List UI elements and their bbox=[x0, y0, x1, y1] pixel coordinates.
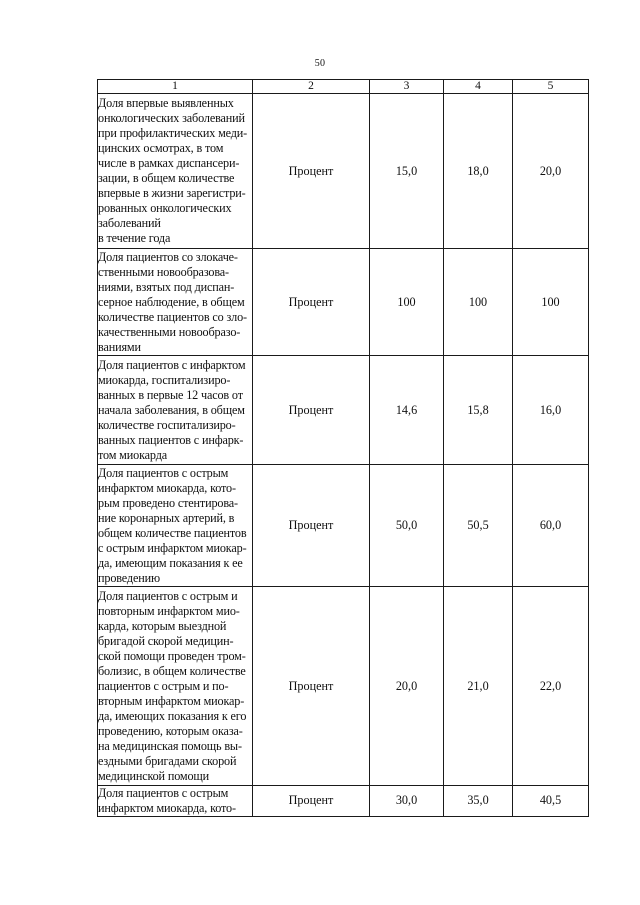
value-col-4: 100 bbox=[444, 249, 513, 356]
unit-cell: Процент bbox=[253, 587, 370, 786]
value-col-5: 22,0 bbox=[513, 587, 589, 786]
column-header-3: 3 bbox=[370, 80, 444, 94]
value-col-5: 60,0 bbox=[513, 465, 589, 587]
value-col-4: 18,0 bbox=[444, 94, 513, 249]
value-col-3: 15,0 bbox=[370, 94, 444, 249]
page-number: 50 bbox=[314, 58, 326, 69]
value-col-3: 20,0 bbox=[370, 587, 444, 786]
value-col-5: 20,0 bbox=[513, 94, 589, 249]
unit-cell: Процент bbox=[253, 94, 370, 249]
value-col-4: 35,0 bbox=[444, 786, 513, 817]
value-col-5: 100 bbox=[513, 249, 589, 356]
table-row bbox=[98, 587, 589, 786]
indicator-description: Доля пациентов с острым инфарктом миокарда, кото- bbox=[98, 786, 253, 817]
unit-cell: Процент bbox=[253, 465, 370, 587]
unit-cell: Процент bbox=[253, 786, 370, 817]
table-row bbox=[98, 249, 589, 356]
column-header-5: 5 bbox=[513, 80, 589, 94]
unit-cell: Процент bbox=[253, 356, 370, 465]
value-col-3: 50,0 bbox=[370, 465, 444, 587]
indicator-description: Доля пациентов с инфарктом миокарда, госпитализиро- ванных в первые 12 часов от начала заболевания, в общем количестве госпитализиро- ванных пациентов с инфарк- том миокарда bbox=[98, 356, 253, 465]
indicators-table bbox=[97, 79, 589, 817]
value-col-4: 15,8 bbox=[444, 356, 513, 465]
table-row bbox=[98, 465, 589, 587]
indicator-description: Доля пациентов с острым инфарктом миокарда, кото- рым проведено стентирова- ние коронарных артерий, в общем количестве пациентов с острым инфарктом миокар- да, имеющим показания к ее проведению bbox=[98, 465, 253, 587]
indicator-description: Доля пациентов со злокаче- ственными новообразова- ниями, взятых под диспан- серное наблюдение, в общем количестве пациентов со зло- качественными новообразо- ваниями bbox=[98, 249, 253, 356]
unit-cell: Процент bbox=[253, 249, 370, 356]
value-col-4: 21,0 bbox=[444, 587, 513, 786]
table-row bbox=[98, 94, 589, 249]
table-row bbox=[98, 356, 589, 465]
column-header-4: 4 bbox=[444, 80, 513, 94]
column-header-1: 1 bbox=[98, 80, 253, 94]
indicator-description: Доля впервые выявленных онкологических заболеваний при профилактических меди- цинских осмотрах, в том числе в рамках диспансери- зации, в общем количестве впервые в жизни зарегистри- рованных онкологических заболеваний в течение года bbox=[98, 94, 253, 249]
value-col-5: 40,5 bbox=[513, 786, 589, 817]
value-col-3: 14,6 bbox=[370, 356, 444, 465]
value-col-5: 16,0 bbox=[513, 356, 589, 465]
table-row bbox=[98, 786, 589, 817]
column-header-2: 2 bbox=[253, 80, 370, 94]
indicator-description: Доля пациентов с острым и повторным инфарктом мио- карда, которым выездной бригадой скорой медицин- ской помощи проведен тром- болизис, в общем количестве пациентов с острым и по- вторным инфарктом миокар- да, имеющих показания к его проведению, которым оказа- на медицинская помощь вы- ездными бригадами скорой медицинской помощи bbox=[98, 587, 253, 786]
value-col-3: 100 bbox=[370, 249, 444, 356]
value-col-3: 30,0 bbox=[370, 786, 444, 817]
table-header-row bbox=[98, 80, 589, 94]
value-col-4: 50,5 bbox=[444, 465, 513, 587]
